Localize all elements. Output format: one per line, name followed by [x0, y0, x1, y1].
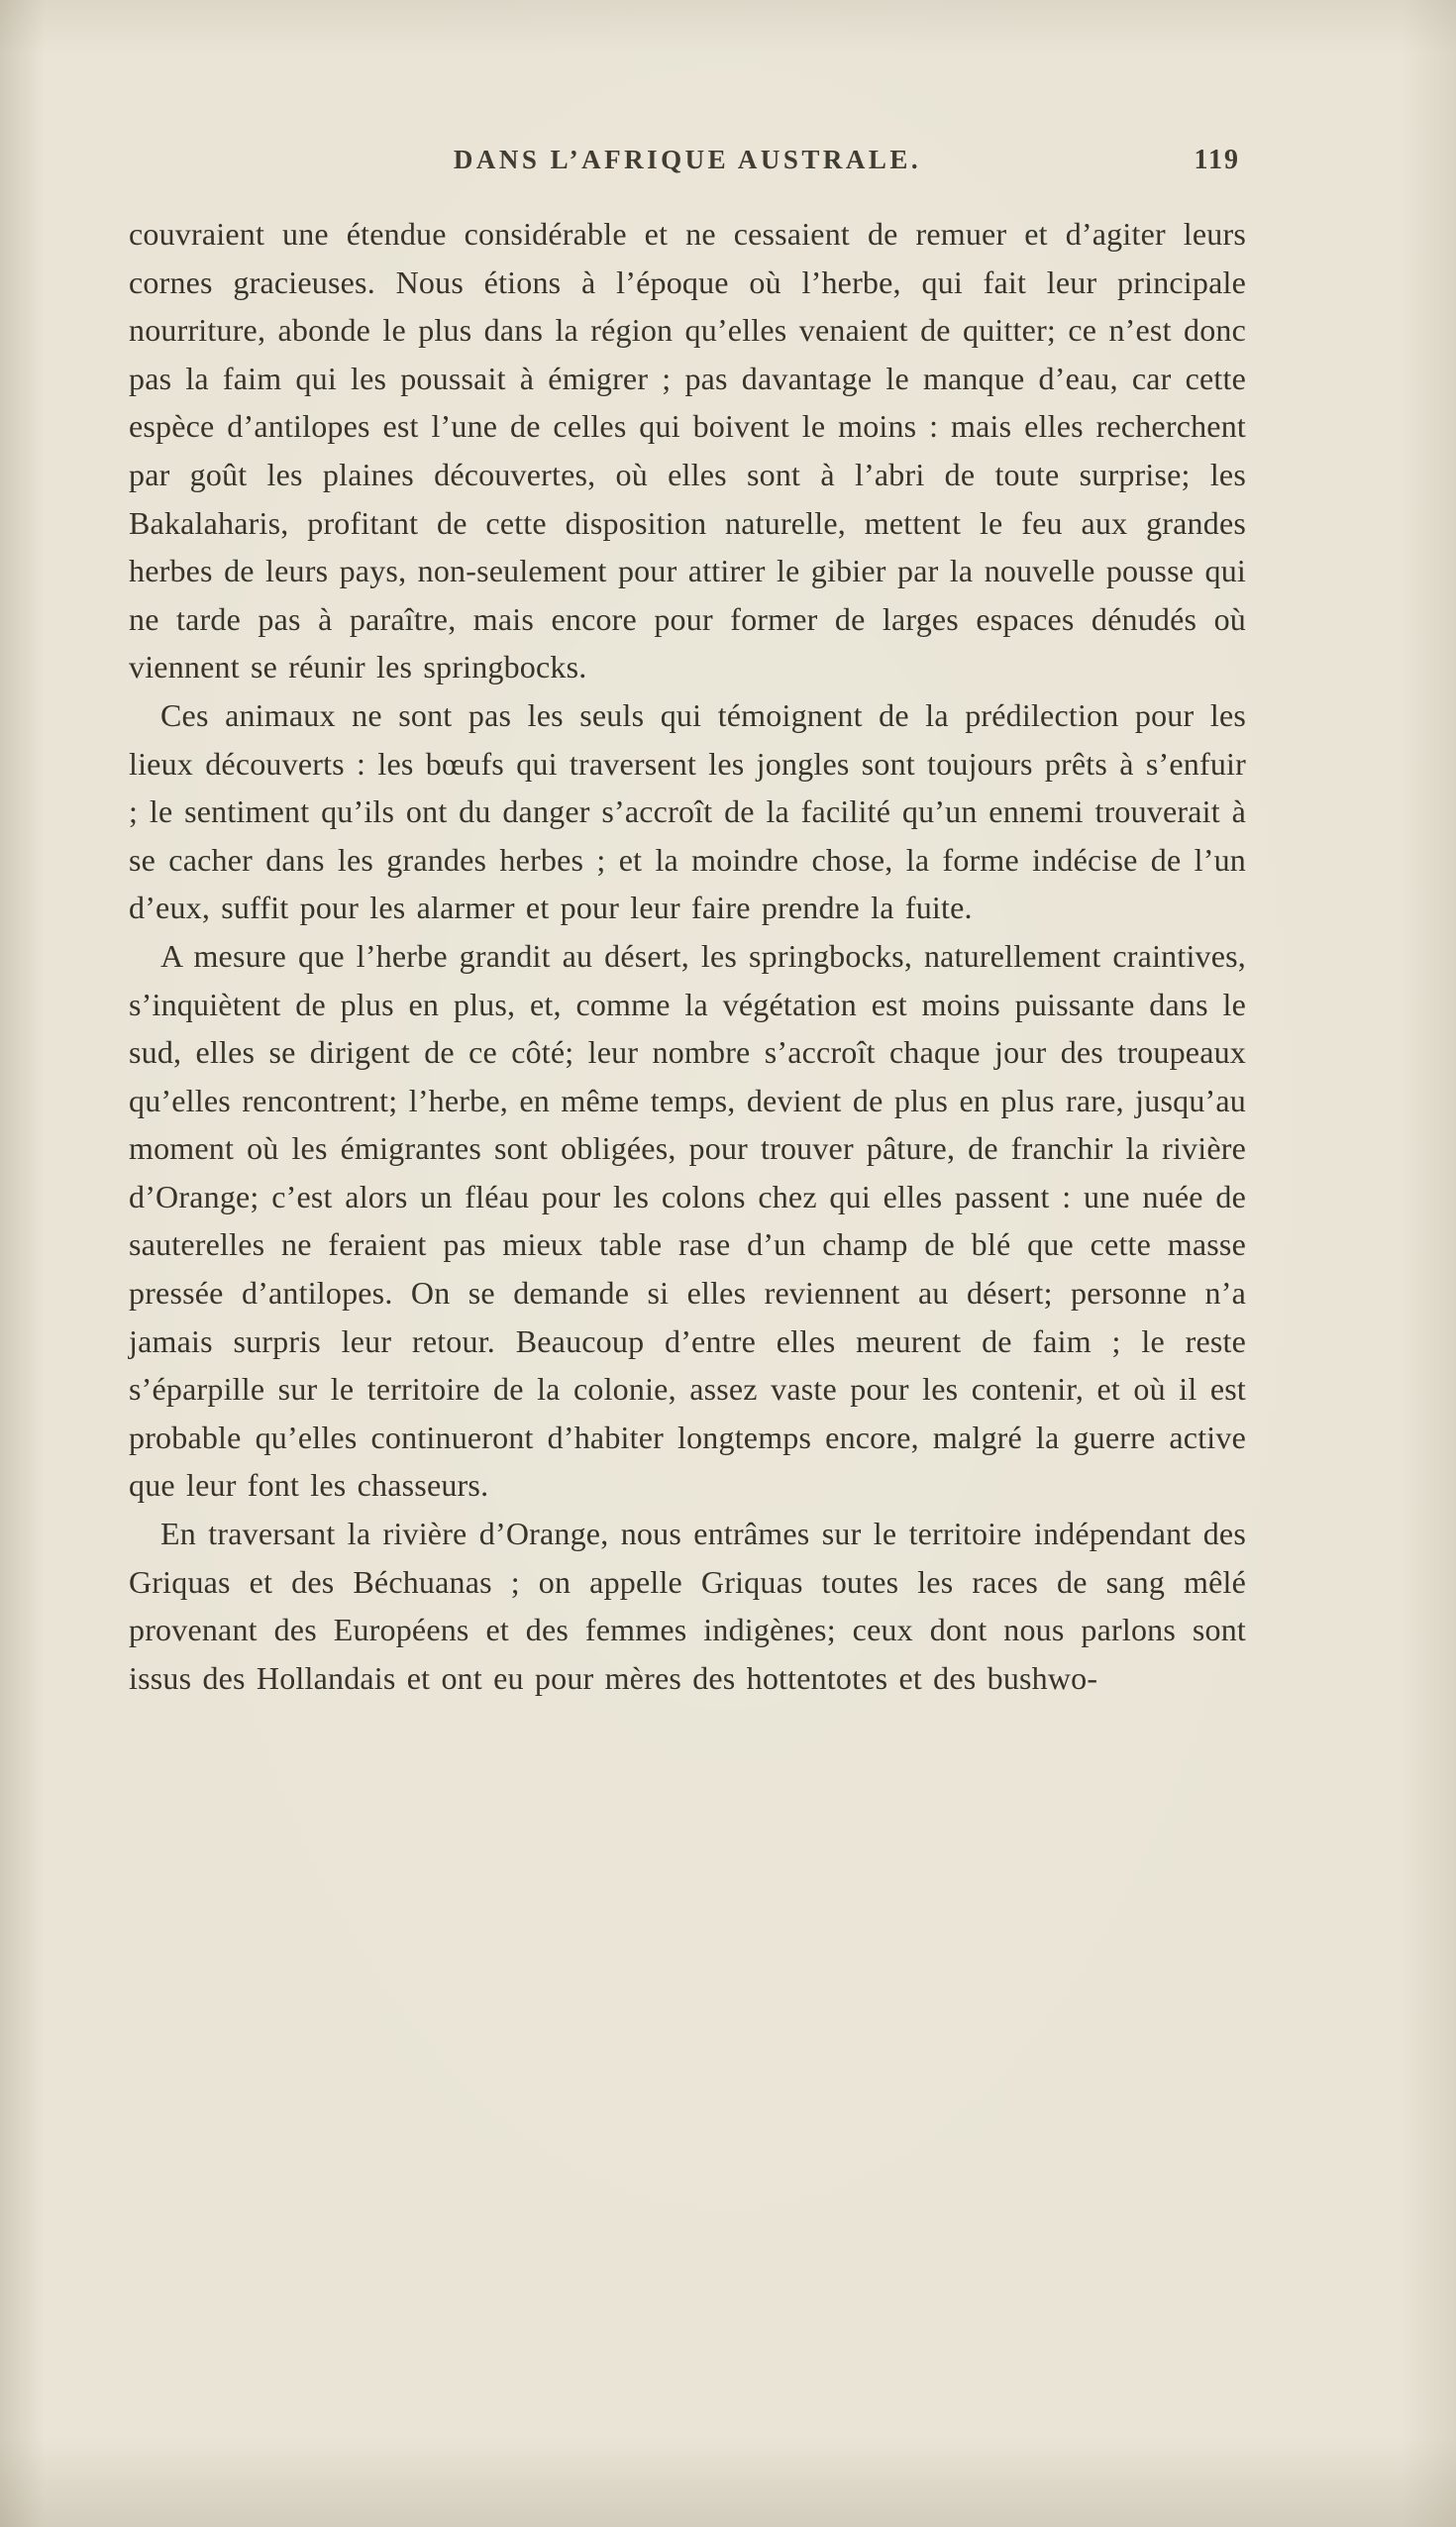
paragraph: couvraient une étendue considérable et ne cessaient de remuer et d’agiter leurs cornes gracieuses. Nous étions à l’époque où l’herbe, qui fait leur principale nourriture, abonde le plus dans la région qu’elles venaient de quitter; ce n’est donc pas la faim qui les poussait à émigrer ; pas davantage le manque d’eau, car cette espèce d’antilopes est l’une de celles qui boivent le moins : mais elles recherchent par goût les plaines découvertes, où elles sont à l’abri de toute surprise; les Bakalaharis, profitant de cette disposition naturelle, mettent le feu aux grandes herbes de leurs pays, non-seulement pour attirer le gibier par la nouvelle pousse qui ne tarde pas à paraître, mais encore pour former de larges espaces dénudés où viennent se réunir les springbocks.: [129, 216, 1246, 685]
running-title: DANS L’AFRIQUE AUSTRALE.: [453, 145, 922, 174]
paragraph: En traversant la rivière d’Orange, nous entrâmes sur le territoire indépendant des Griquas et des Béchuanas ; on appelle Griquas toutes les races de sang mêlé provenant des Européens et des femmes indigènes; ceux dont nous parlons sont issus des Hollandais et ont eu pour mères des hottentotes et des bushwo-: [129, 1516, 1246, 1696]
page-header: [129, 145, 1246, 184]
page-number: 119: [1194, 145, 1240, 175]
paragraph: Ces animaux ne sont pas les seuls qui témoignent de la prédilection pour les lieux découverts : les bœufs qui traversent les jongles sont toujours prêts à s’enfuir ; le sentiment qu’ils ont du danger s’accroît de la facilité qu’un ennemi trouverait à se cacher dans les grandes herbes ; et la moindre chose, la forme indécise de l’un d’eux, suffit pour les alarmer et pour leur faire prendre la fuite.: [129, 696, 1246, 926]
paragraph: A mesure que l’herbe grandit au désert, les springbocks, naturellement craintives, s’inquiètent de plus en plus, et, comme la végétation est moins puissante dans le sud, elles se dirigent de ce côté; leur nombre s’accroît chaque jour des troupeaux qu’elles rencontrent; l’herbe, en même temps, devient de plus en plus rare, jusqu’au moment où les émigrantes sont obligées, pour trouver pâture, de franchir la rivière d’Orange; c’est alors un fléau pour les colons chez qui elles passent : une nuée de sauterelles ne feraient pas mieux table rase d’un champ de blé que cette masse pressée d’antilopes. On se demande si elles reviennent au désert; personne n’a jamais surpris leur retour. Beaucoup d’entre elles meurent de faim ; le reste s’éparpille sur le territoire de la colonie, assez vaste pour les contenir, et où il est probable qu’elles continueront d’habiter longtemps encore, malgré la guerre active que leur font les chasseurs.: [129, 937, 1246, 1504]
page-body: [129, 210, 1246, 1702]
